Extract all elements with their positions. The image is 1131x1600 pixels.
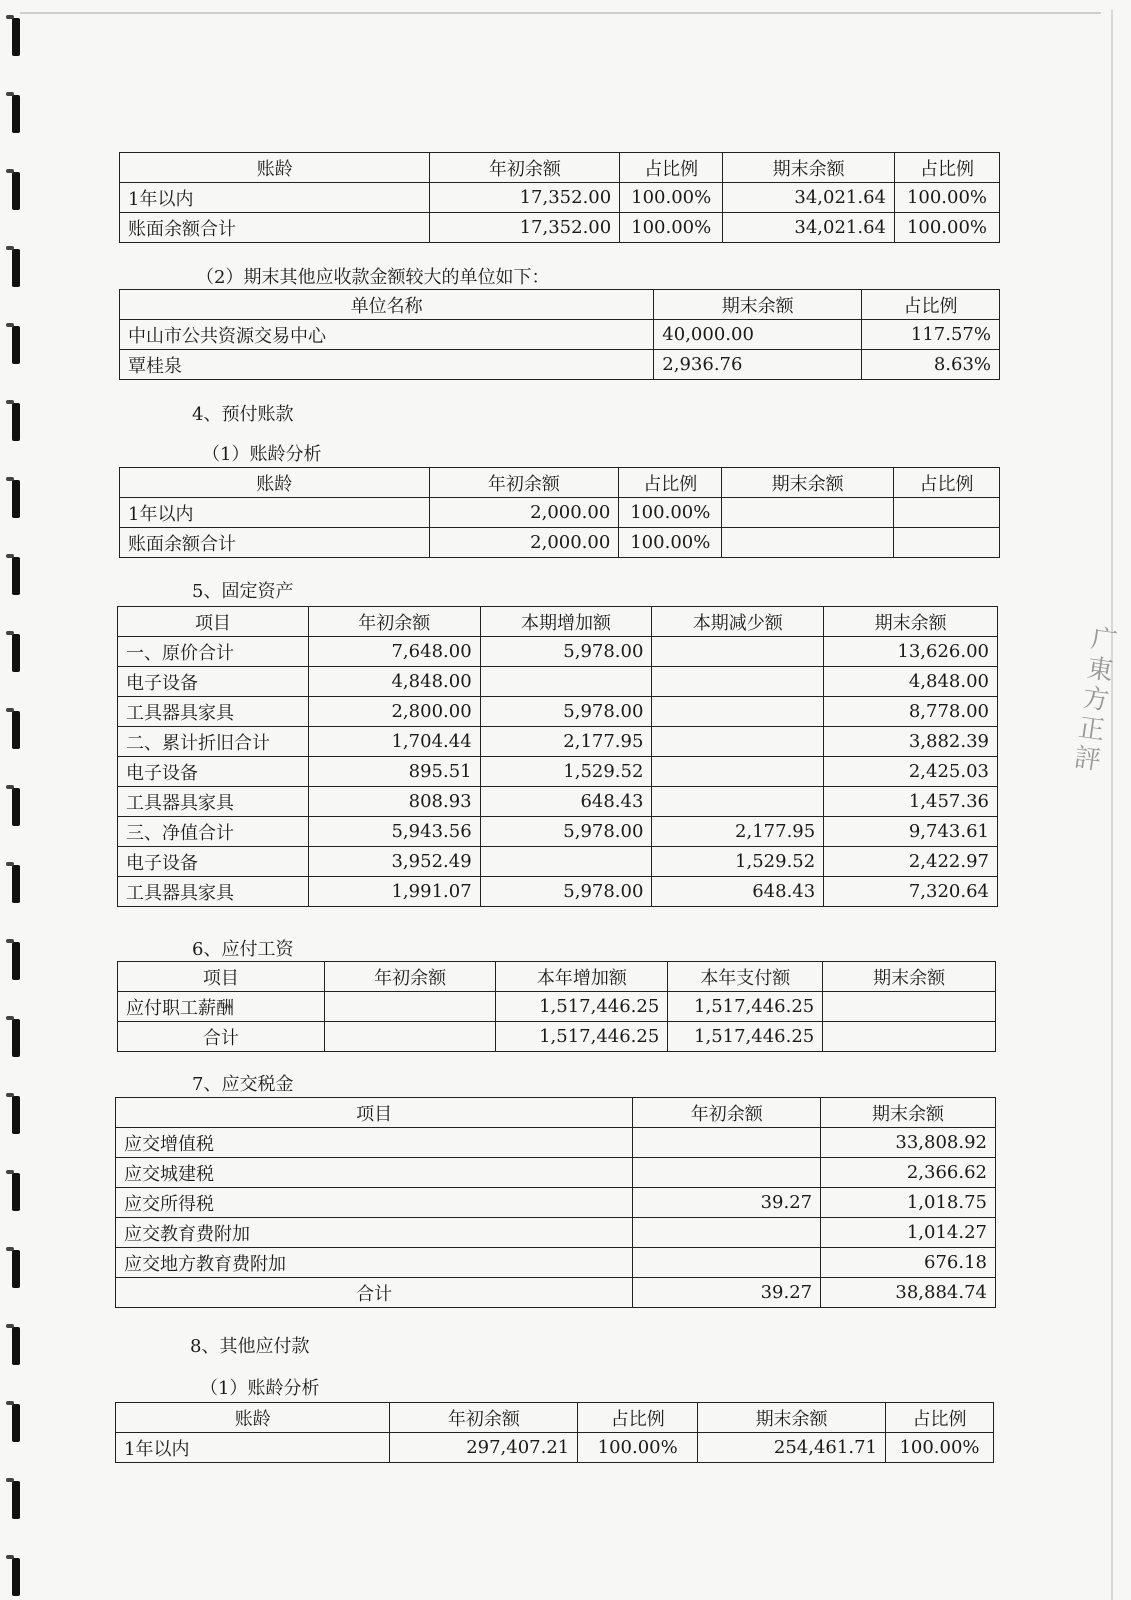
table-row: 中山市公共资源交易中心 40,000.00 117.57%	[120, 320, 1000, 350]
section-heading: 5、固定资产	[192, 581, 294, 602]
binder-ring	[12, 249, 20, 287]
section-subheading: （1）账龄分析	[200, 1378, 320, 1399]
col-header: 年初余额	[633, 1098, 821, 1128]
binder-ring	[12, 403, 20, 441]
col-header: 本年支付额	[668, 962, 823, 992]
col-header: 年初余额	[324, 962, 496, 992]
binder-ring	[12, 1404, 20, 1442]
table-row: 应交所得税 39.27 1,018.75	[116, 1188, 996, 1218]
page-right-edge	[1111, 10, 1113, 1600]
table-row: 电子设备 4,848.00 4,848.00	[118, 667, 998, 697]
table-row: 覃桂泉 2,936.76 8.63%	[120, 350, 1000, 380]
section-heading: 7、应交税金	[192, 1074, 294, 1095]
binder-rings	[4, 0, 26, 1600]
section-subheading: （1）账龄分析	[202, 444, 322, 465]
col-header: 期末余额	[821, 1098, 996, 1128]
table-row: 1年以内 297,407.21 100.00% 254,461.71 100.00%	[116, 1433, 994, 1463]
table-row: 应交地方教育费附加 676.18	[116, 1248, 996, 1278]
col-header: 本期增加额	[480, 607, 652, 637]
binder-ring	[12, 18, 20, 56]
table-other-receivables-aging	[119, 152, 1000, 243]
table-row: 工具器具家具 2,800.00 5,978.00 8,778.00	[118, 697, 998, 727]
binder-ring	[12, 1096, 20, 1134]
seal-stamp: 广 東 方 正 評	[1072, 623, 1120, 776]
table-row: 合计 1,517,446.25 1,517,446.25	[118, 1022, 996, 1052]
col-header: 期末余额	[698, 1403, 886, 1433]
table-row: 应交城建税 2,366.62	[116, 1158, 996, 1188]
table-row: 二、累计折旧合计 1,704.44 2,177.95 3,882.39	[118, 727, 998, 757]
col-header: 账龄	[120, 153, 430, 183]
table-row: 应付职工薪酬 1,517,446.25 1,517,446.25	[118, 992, 996, 1022]
table-row: 工具器具家具 808.93 648.43 1,457.36	[118, 787, 998, 817]
binder-ring	[12, 326, 20, 364]
binder-ring	[12, 711, 20, 749]
binder-ring	[12, 1019, 20, 1057]
table-row: 应交教育费附加 1,014.27	[116, 1218, 996, 1248]
section-heading: 8、其他应付款	[190, 1336, 310, 1357]
col-header: 项目	[118, 962, 325, 992]
col-header: 单位名称	[120, 290, 654, 320]
table-row: 应交增值税 33,808.92	[116, 1128, 996, 1158]
table-row: 合计 39.27 38,884.74	[116, 1278, 996, 1308]
col-header: 占比例	[862, 290, 1000, 320]
table-row: 账面余额合计 2,000.00 100.00%	[120, 528, 1000, 558]
col-header: 占比例	[619, 468, 722, 498]
table-row: 一、原价合计 7,648.00 5,978.00 13,626.00	[118, 637, 998, 667]
page-top-edge	[20, 12, 1101, 14]
binder-ring	[12, 557, 20, 595]
col-header: 期末余额	[824, 607, 998, 637]
col-header: 项目	[118, 607, 309, 637]
col-header: 账龄	[116, 1403, 390, 1433]
binder-ring	[12, 1481, 20, 1519]
col-header: 期末余额	[723, 153, 895, 183]
col-header: 本期减少额	[652, 607, 824, 637]
table-row: 1年以内 2,000.00 100.00%	[120, 498, 1000, 528]
table-wages-payable	[117, 961, 996, 1052]
col-header: 占比例	[620, 153, 723, 183]
table-taxes-payable	[115, 1097, 996, 1308]
table-row: 三、净值合计 5,943.56 5,978.00 2,177.95 9,743.61	[118, 817, 998, 847]
binder-ring	[12, 1327, 20, 1365]
binder-ring	[12, 1558, 20, 1596]
binder-ring	[12, 788, 20, 826]
section-heading: 4、预付账款	[192, 404, 294, 425]
table-prepayments-aging	[119, 467, 1000, 558]
binder-ring	[12, 480, 20, 518]
table-fixed-assets	[117, 606, 998, 907]
table-large-receivables	[119, 289, 1000, 380]
col-header: 本年增加额	[496, 962, 668, 992]
table-row: 账面余额合计 17,352.00 100.00% 34,021.64 100.00%	[120, 213, 1000, 243]
col-header: 项目	[116, 1098, 633, 1128]
col-header: 期末余额	[823, 962, 996, 992]
binder-ring	[12, 634, 20, 672]
col-header: 占比例	[578, 1403, 698, 1433]
col-header: 年初余额	[430, 153, 620, 183]
binder-ring	[12, 942, 20, 980]
binder-ring	[12, 1250, 20, 1288]
binder-ring	[12, 1173, 20, 1211]
col-header: 年初余额	[429, 468, 619, 498]
binder-ring	[12, 95, 20, 133]
section-heading: 6、应付工资	[192, 939, 294, 960]
col-header: 占比例	[894, 468, 1000, 498]
table-other-payables-aging	[115, 1402, 994, 1463]
binder-ring	[12, 172, 20, 210]
section-subheading: （2）期末其他应收款金额较大的单位如下：	[196, 267, 550, 288]
col-header: 占比例	[894, 153, 999, 183]
col-header: 期末余额	[654, 290, 862, 320]
col-header: 年初余额	[308, 607, 480, 637]
col-header: 账龄	[120, 468, 430, 498]
col-header: 年初余额	[390, 1403, 578, 1433]
binder-ring	[12, 865, 20, 903]
table-row: 电子设备 895.51 1,529.52 2,425.03	[118, 757, 998, 787]
table-row: 1年以内 17,352.00 100.00% 34,021.64 100.00%	[120, 183, 1000, 213]
table-row: 电子设备 3,952.49 1,529.52 2,422.97	[118, 847, 998, 877]
col-header: 期末余额	[722, 468, 894, 498]
col-header: 占比例	[885, 1403, 993, 1433]
table-row: 工具器具家具 1,991.07 5,978.00 648.43 7,320.64	[118, 877, 998, 907]
